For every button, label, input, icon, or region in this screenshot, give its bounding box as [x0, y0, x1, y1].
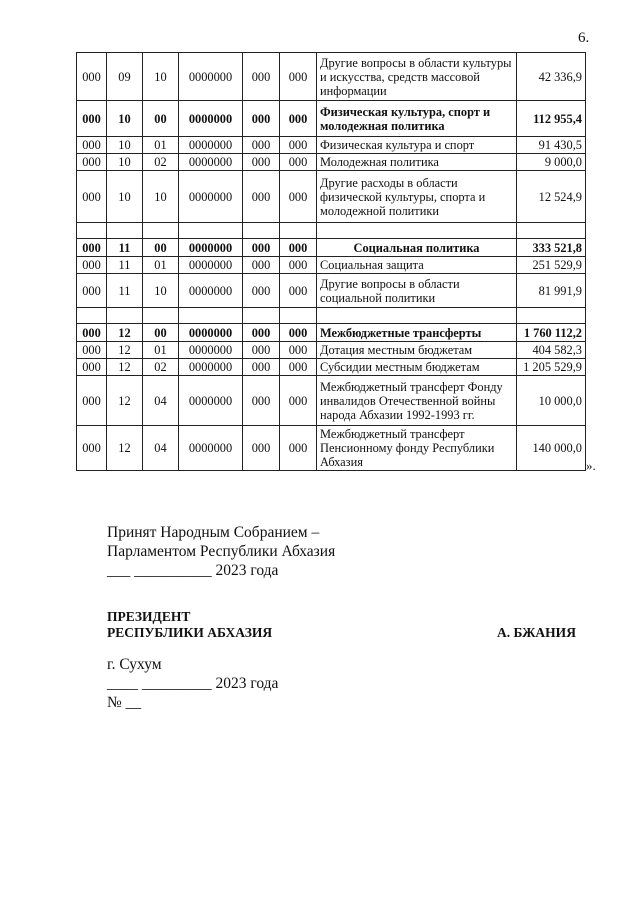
code-expense-cell: 000 [243, 324, 280, 342]
code-expense-cell: 000 [243, 426, 280, 471]
code-expense-cell: 000 [243, 359, 280, 376]
code-target-cell: 0000000 [179, 359, 243, 376]
item-name-cell: Субсидии местным бюджетам [317, 359, 517, 376]
code-subsection-cell: 02 [143, 154, 179, 171]
code-section-cell: 10 [107, 137, 143, 154]
amount-cell: 333 521,8 [517, 239, 586, 257]
item-name-cell: Социальная защита [317, 257, 517, 274]
item-name-cell: Межбюджетный трансферт Пенсионному фонду Республики Абхазия [317, 426, 517, 471]
amount-cell: 81 991,9 [517, 274, 586, 308]
code-section-cell: 09 [107, 53, 143, 101]
item-name-cell: Дотация местным бюджетам [317, 342, 517, 359]
code-admin-cell: 000 [77, 137, 107, 154]
item-name-cell: Физическая культура, спорт и молодежная политика [317, 101, 517, 137]
code-kosgu-cell: 000 [280, 274, 317, 308]
code-target-cell: 0000000 [179, 426, 243, 471]
code-subsection-cell: 00 [143, 101, 179, 137]
adoption-line-1: Принят Народным Собранием – [107, 524, 320, 541]
table-row [77, 239, 586, 257]
code-admin-cell: 000 [77, 53, 107, 101]
president-title-line-1: ПРЕЗИДЕНТ [107, 609, 191, 624]
code-admin-cell: 000 [77, 101, 107, 137]
code-subsection-cell: 04 [143, 376, 179, 426]
code-target-cell: 0000000 [179, 101, 243, 137]
code-target-cell: 0000000 [179, 342, 243, 359]
code-section-cell: 10 [107, 171, 143, 223]
table-row [77, 171, 586, 223]
code-target-cell: 0000000 [179, 274, 243, 308]
code-expense-cell: 000 [243, 101, 280, 137]
table-row [77, 359, 586, 376]
item-name-cell: Другие вопросы в области социальной политики [317, 274, 517, 308]
adoption-block [107, 523, 335, 580]
code-admin-cell: 000 [77, 342, 107, 359]
code-expense-cell: 000 [243, 53, 280, 101]
amount-cell [517, 308, 586, 324]
code-expense-cell: 000 [243, 137, 280, 154]
code-kosgu-cell: 000 [280, 324, 317, 342]
code-section-cell [107, 308, 143, 324]
code-target-cell: 0000000 [179, 376, 243, 426]
adoption-line-2: Парламентом Республики Абхазия [107, 543, 336, 560]
adoption-line-3: ___ __________ 2023 года [107, 562, 279, 579]
table-row [77, 257, 586, 274]
code-section-cell: 12 [107, 426, 143, 471]
code-kosgu-cell: 000 [280, 342, 317, 359]
code-section-cell: 12 [107, 359, 143, 376]
president-title [107, 609, 272, 641]
page-number: 6. [578, 30, 590, 46]
code-kosgu-cell: 000 [280, 257, 317, 274]
code-admin-cell: 000 [77, 426, 107, 471]
amount-cell: 112 955,4 [517, 101, 586, 137]
code-kosgu-cell: 000 [280, 426, 317, 471]
table-row [77, 274, 586, 308]
amount-cell: 1 760 112,2 [517, 324, 586, 342]
code-expense-cell: 000 [243, 154, 280, 171]
closing-quote: ». [586, 458, 596, 473]
amount-cell: 9 000,0 [517, 154, 586, 171]
budget-table [76, 52, 586, 471]
code-subsection-cell [143, 308, 179, 324]
code-target-cell: 0000000 [179, 257, 243, 274]
table-row [77, 53, 586, 101]
amount-cell: 91 430,5 [517, 137, 586, 154]
amount-cell: 251 529,9 [517, 257, 586, 274]
code-subsection-cell: 10 [143, 171, 179, 223]
code-target-cell [179, 308, 243, 324]
item-name-cell: Социальная политика [317, 239, 517, 257]
item-name-cell: Другие вопросы в области культуры и искусства, средств массовой информации [317, 53, 517, 101]
code-target-cell: 0000000 [179, 154, 243, 171]
code-kosgu-cell: 000 [280, 53, 317, 101]
code-section-cell: 10 [107, 154, 143, 171]
code-section-cell: 11 [107, 239, 143, 257]
code-target-cell: 0000000 [179, 53, 243, 101]
code-admin-cell: 000 [77, 171, 107, 223]
city: г. Сухум [107, 656, 162, 673]
table-row [77, 376, 586, 426]
table-row [77, 137, 586, 154]
amount-cell: 42 336,9 [517, 53, 586, 101]
code-target-cell: 0000000 [179, 137, 243, 154]
table-row [77, 308, 586, 324]
code-admin-cell: 000 [77, 324, 107, 342]
amount-cell: 140 000,0 [517, 426, 586, 471]
item-name-cell: Физическая культура и спорт [317, 137, 517, 154]
number-line: № __ [107, 694, 142, 711]
code-expense-cell: 000 [243, 274, 280, 308]
code-kosgu-cell: 000 [280, 239, 317, 257]
place-block [107, 655, 278, 712]
code-subsection-cell: 00 [143, 239, 179, 257]
item-name-cell: Молодежная политика [317, 154, 517, 171]
code-target-cell: 0000000 [179, 171, 243, 223]
item-name-cell: Межбюджетный трансферт Фонду инвалидов Отечественной войны народа Абхазии 1992-1993 гг. [317, 376, 517, 426]
code-subsection-cell: 04 [143, 426, 179, 471]
code-kosgu-cell: 000 [280, 137, 317, 154]
code-target-cell: 0000000 [179, 239, 243, 257]
amount-cell: 10 000,0 [517, 376, 586, 426]
code-section-cell: 11 [107, 274, 143, 308]
code-subsection-cell [143, 223, 179, 239]
code-admin-cell: 000 [77, 359, 107, 376]
code-kosgu-cell: 000 [280, 171, 317, 223]
code-subsection-cell: 01 [143, 342, 179, 359]
code-section-cell: 10 [107, 101, 143, 137]
code-expense-cell: 000 [243, 257, 280, 274]
code-section-cell: 12 [107, 342, 143, 359]
code-kosgu-cell: 000 [280, 101, 317, 137]
code-expense-cell: 000 [243, 171, 280, 223]
date-line: ____ _________ 2023 года [107, 675, 279, 692]
code-subsection-cell: 10 [143, 53, 179, 101]
code-expense-cell [243, 308, 280, 324]
code-subsection-cell: 01 [143, 257, 179, 274]
code-kosgu-cell [280, 223, 317, 239]
code-subsection-cell: 00 [143, 324, 179, 342]
code-subsection-cell: 02 [143, 359, 179, 376]
table-row [77, 223, 586, 239]
code-admin-cell [77, 308, 107, 324]
amount-cell: 404 582,3 [517, 342, 586, 359]
code-section-cell: 12 [107, 376, 143, 426]
item-name-cell [317, 223, 517, 239]
code-subsection-cell: 01 [143, 137, 179, 154]
code-expense-cell: 000 [243, 239, 280, 257]
item-name-cell: Другие расходы в области физической культуры, спорта и молодежной политики [317, 171, 517, 223]
code-target-cell: 0000000 [179, 324, 243, 342]
code-expense-cell [243, 223, 280, 239]
code-section-cell: 12 [107, 324, 143, 342]
code-expense-cell: 000 [243, 342, 280, 359]
table-row [77, 324, 586, 342]
table-row [77, 101, 586, 137]
code-admin-cell: 000 [77, 257, 107, 274]
table-row [77, 154, 586, 171]
item-name-cell [317, 308, 517, 324]
signer-name: А. БЖАНИЯ [497, 625, 576, 640]
code-kosgu-cell: 000 [280, 154, 317, 171]
code-expense-cell: 000 [243, 376, 280, 426]
code-admin-cell: 000 [77, 376, 107, 426]
code-subsection-cell: 10 [143, 274, 179, 308]
code-admin-cell: 000 [77, 154, 107, 171]
code-kosgu-cell: 000 [280, 376, 317, 426]
code-kosgu-cell [280, 308, 317, 324]
table-row [77, 342, 586, 359]
code-admin-cell [77, 223, 107, 239]
amount-cell [517, 223, 586, 239]
code-admin-cell: 000 [77, 239, 107, 257]
table-row [77, 426, 586, 471]
code-admin-cell: 000 [77, 274, 107, 308]
amount-cell: 1 205 529,9 [517, 359, 586, 376]
president-title-line-2: РЕСПУБЛИКИ АБХАЗИЯ [107, 625, 273, 640]
item-name-cell: Межбюджетные трансферты [317, 324, 517, 342]
code-kosgu-cell: 000 [280, 359, 317, 376]
amount-cell: 12 524,9 [517, 171, 586, 223]
code-section-cell: 11 [107, 257, 143, 274]
code-target-cell [179, 223, 243, 239]
code-section-cell [107, 223, 143, 239]
